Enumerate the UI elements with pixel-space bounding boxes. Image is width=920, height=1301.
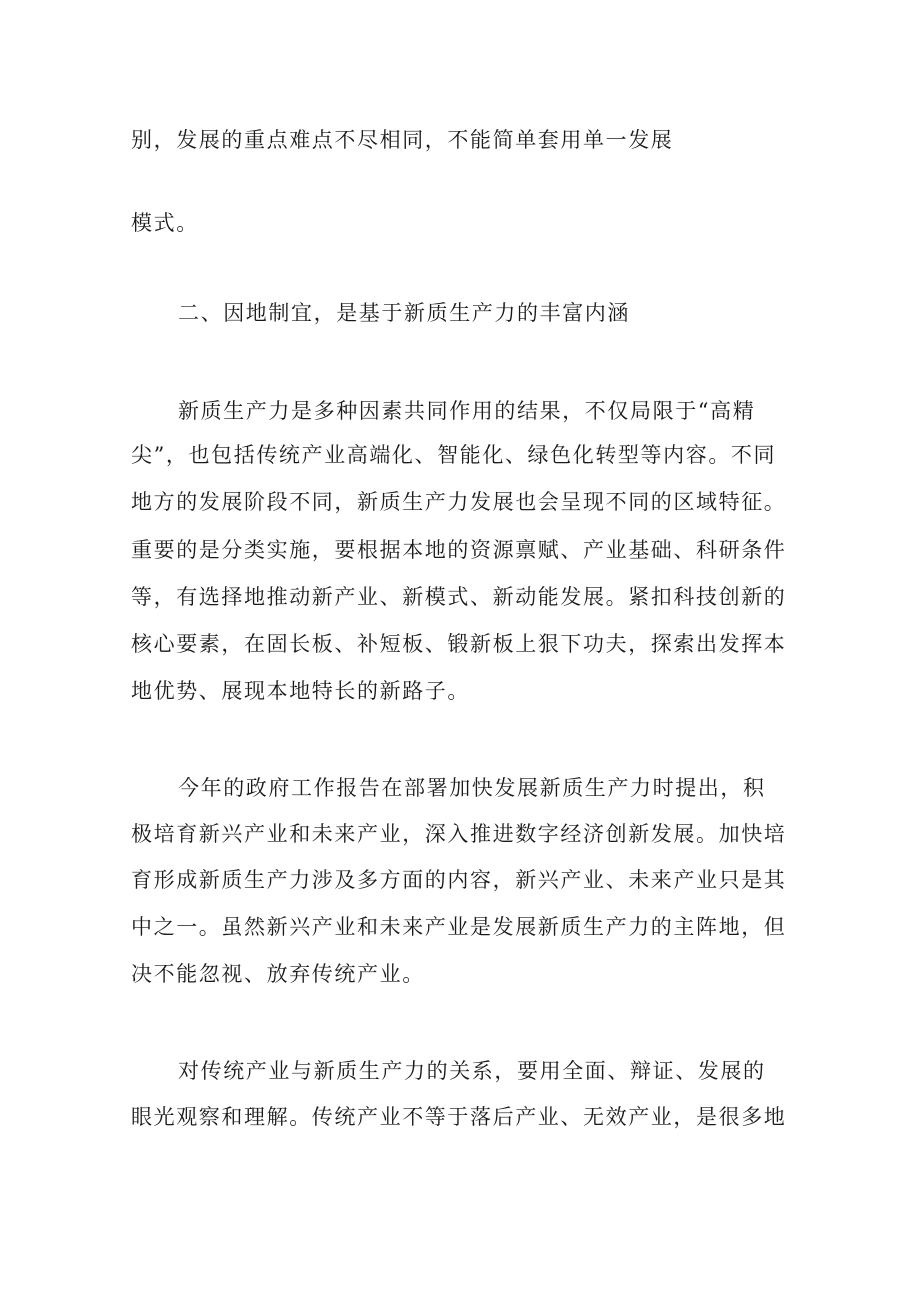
paragraph1-line-4: 重要的是分类实施，要根据本地的资源禀赋、产业基础、科研条件 — [131, 538, 787, 562]
section-heading: 二、因地制宜，是基于新质生产力的丰富内涵 — [178, 301, 630, 325]
paragraph1-line-7: 地优势、展现本地特长的新路子。 — [131, 679, 470, 703]
continuation-line-1: 别，发展的重点难点不尽相同，不能简单套用单一发展 — [131, 128, 674, 152]
continuation-line-2: 模式。 — [131, 211, 199, 235]
paragraph3-line-1: 对传统产业与新质生产力的关系，要用全面、辩证、发展的 — [178, 1059, 766, 1083]
paragraph1-line-6: 核心要素，在固长板、补短板、锻新板上狠下功夫，探索出发挥本 — [131, 632, 787, 656]
paragraph2-line-1: 今年的政府工作报告在部署加快发展新质生产力时提出，积 — [178, 776, 766, 800]
paragraph1-line-1: 新质生产力是多种因素共同作用的结果，不仅局限于“高精 — [178, 399, 756, 423]
paragraph1-line-2: 尖”，也包括传统产业高端化、智能化、绿色化转型等内容。不同 — [131, 443, 777, 467]
paragraph3-line-2: 眼光观察和理解。传统产业不等于落后产业、无效产业，是很多地 — [131, 1105, 787, 1129]
paragraph2-line-2: 极培育新兴产业和未来产业，深入推进数字经济创新发展。加快培 — [131, 822, 787, 846]
paragraph1-line-3: 地方的发展阶段不同，新质生产力发展也会呈现不同的区域特征。 — [131, 490, 787, 514]
paragraph1-line-5: 等，有选择地推动新产业、新模式、新动能发展。紧扣科技创新的 — [131, 585, 787, 609]
paragraph2-line-5: 决不能忽视、放弃传统产业。 — [131, 962, 425, 986]
paragraph2-line-4: 中之一。虽然新兴产业和未来产业是发展新质生产力的主阵地，但 — [131, 915, 787, 939]
paragraph2-line-3: 育形成新质生产力涉及多方面的内容，新兴产业、未来产业只是其 — [131, 868, 787, 892]
